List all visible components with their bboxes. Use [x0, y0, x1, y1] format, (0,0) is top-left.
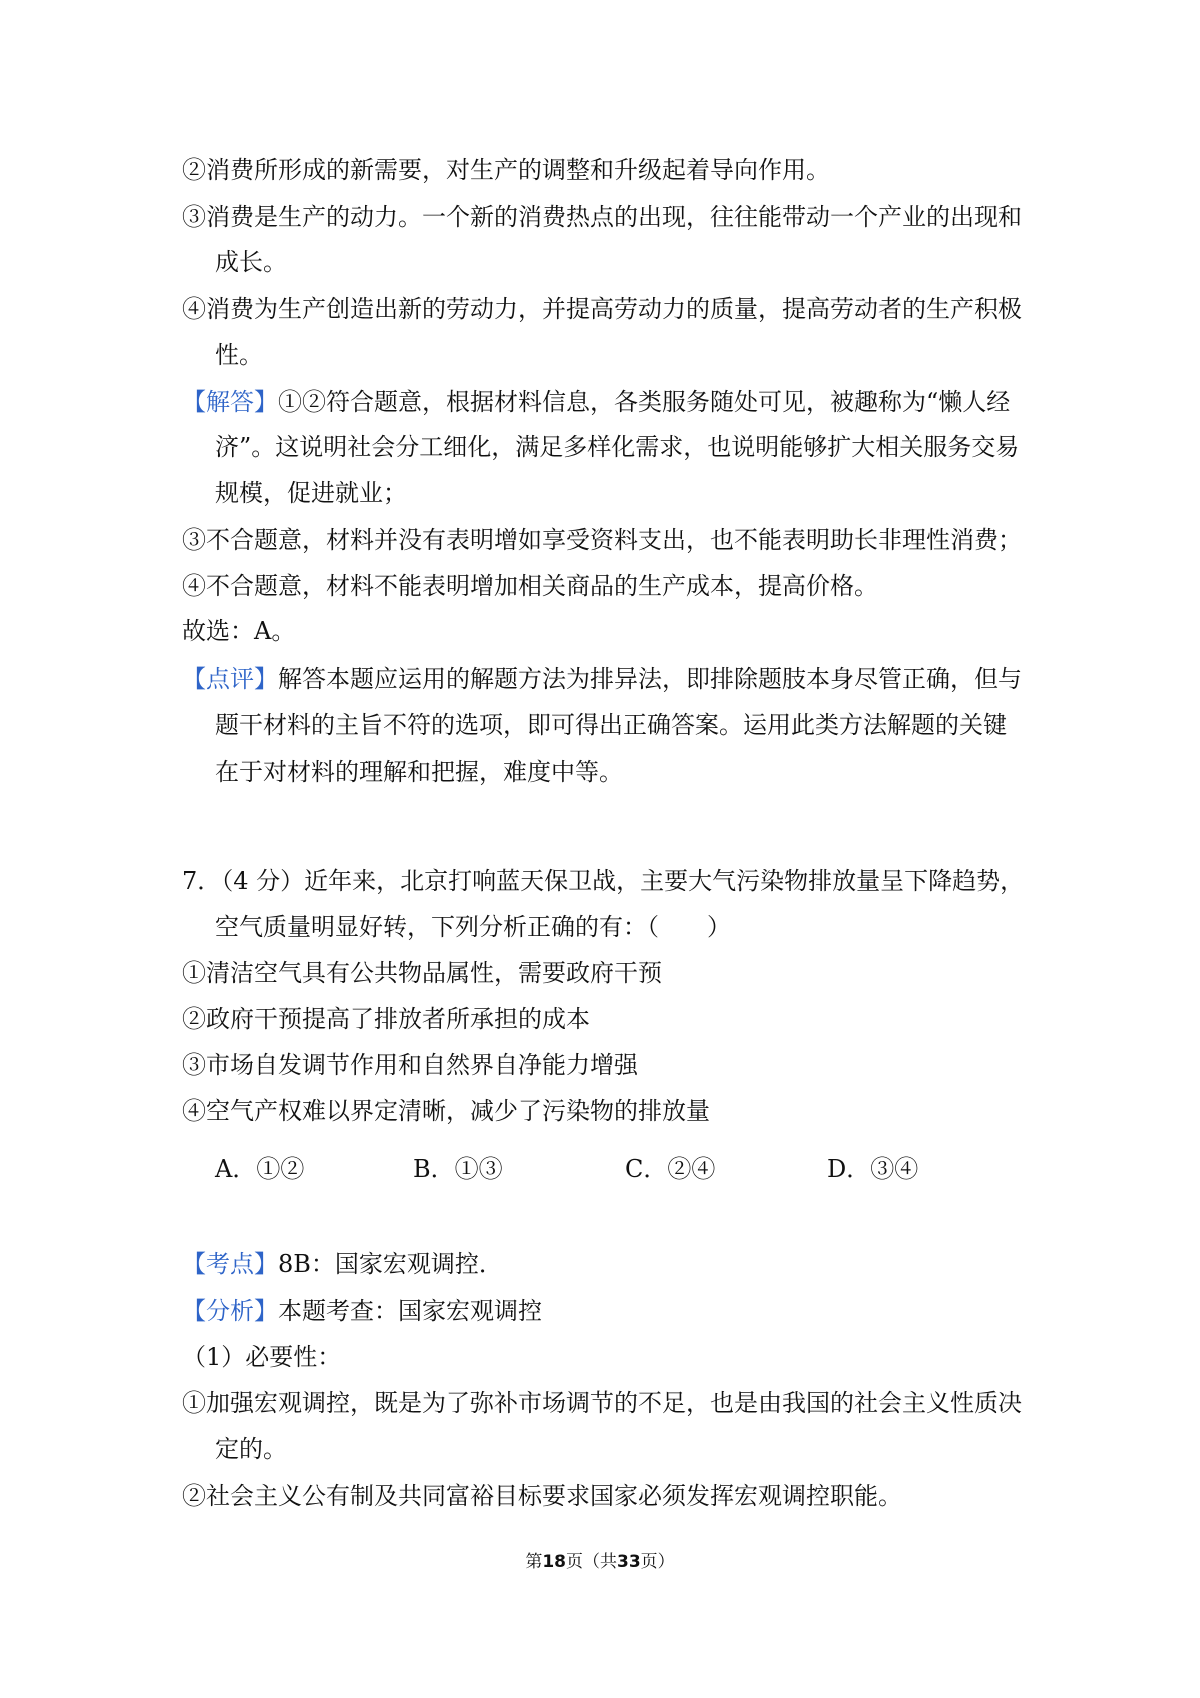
- kaodian-text: 8B：国家宏观调控．: [278, 1250, 503, 1278]
- text-line: ①加强宏观调控，既是为了弥补市场调节的不足，也是由我国的社会主义性质决: [182, 1389, 1022, 1417]
- comment-line: [182, 662, 1042, 696]
- statement-1: ①清洁空气具有公共物品属性，需要政府干预: [182, 959, 662, 987]
- option-b: B．①③: [413, 1155, 503, 1183]
- answer-text: ①②符合题意，根据材料信息，各类服务随处可见，被趣称为“懒人经: [278, 388, 1011, 416]
- footer-mid: 页（共: [566, 1552, 617, 1572]
- page-number: 18: [542, 1552, 566, 1572]
- question-stem: 7．（4 分）近年来，北京打响蓝天保卫战，主要大气污染物排放量呈下降趋势，: [182, 867, 1025, 895]
- option-c: C．②④: [625, 1155, 716, 1183]
- text-line: 成长。: [215, 248, 287, 276]
- kaodian-line: [182, 1247, 1042, 1281]
- text-line: 定的。: [215, 1435, 287, 1463]
- question-stem-continued: 空气质量明显好转，下列分析正确的有：（ ）: [215, 913, 731, 941]
- option-a: A．①②: [215, 1155, 305, 1183]
- text-line: 规模，促进就业；: [215, 479, 407, 507]
- page-total: 33: [617, 1552, 641, 1572]
- answer-tag: 【解答】: [182, 388, 278, 416]
- text-line: ③不合题意，材料并没有表明增如享受资料支出，也不能表明助长非理性消费；: [182, 526, 1022, 554]
- text-line: 性。: [215, 341, 263, 369]
- comment-text: 解答本题应运用的解题方法为排异法，即排除题肢本身尽管正确，但与: [278, 665, 1022, 693]
- comment-tag: 【点评】: [182, 665, 278, 693]
- option-d: D．③④: [827, 1155, 919, 1183]
- text-line: 题干材料的主旨不符的选项，即可得出正确答案。运用此类方法解题的关键: [215, 711, 1007, 739]
- text-line: （1）必要性：: [182, 1343, 342, 1371]
- answer-options: [215, 1152, 1015, 1186]
- fenxi-text: 本题考查：国家宏观调控: [278, 1297, 542, 1325]
- page-footer: [0, 1550, 1200, 1574]
- footer-prefix: 第: [525, 1552, 543, 1572]
- statement-4: ④空气产权难以界定清晰，减少了污染物的排放量: [182, 1097, 710, 1125]
- statement-3: ③市场自发调节作用和自然界自净能力增强: [182, 1051, 638, 1079]
- statement-2: ②政府干预提高了排放者所承担的成本: [182, 1005, 590, 1033]
- text-line: ④消费为生产创造出新的劳动力，并提高劳动力的质量，提高劳动者的生产积极: [182, 295, 1022, 323]
- fenxi-line: [182, 1294, 1042, 1328]
- kaodian-tag: 【考点】: [182, 1250, 278, 1278]
- text-line: 在于对材料的理解和把握，难度中等。: [215, 758, 623, 786]
- answer-line: [182, 385, 1042, 419]
- fenxi-tag: 【分析】: [182, 1297, 278, 1325]
- text-line: ③消费是生产的动力。一个新的消费热点的出现，往往能带动一个产业的出现和: [182, 203, 1022, 231]
- text-line: 济”。这说明社会分工细化，满足多样化需求，也说明能够扩大相关服务交易: [215, 433, 1020, 461]
- text-line: ②消费所形成的新需要，对生产的调整和升级起着导向作用。: [182, 156, 830, 184]
- footer-suffix: 页）: [640, 1552, 675, 1572]
- text-line: ②社会主义公有制及共同富裕目标要求国家必须发挥宏观调控职能。: [182, 1482, 902, 1510]
- text-line: 故选：A。: [182, 617, 296, 645]
- text-line: ④不合题意，材料不能表明增加相关商品的生产成本，提高价格。: [182, 572, 878, 600]
